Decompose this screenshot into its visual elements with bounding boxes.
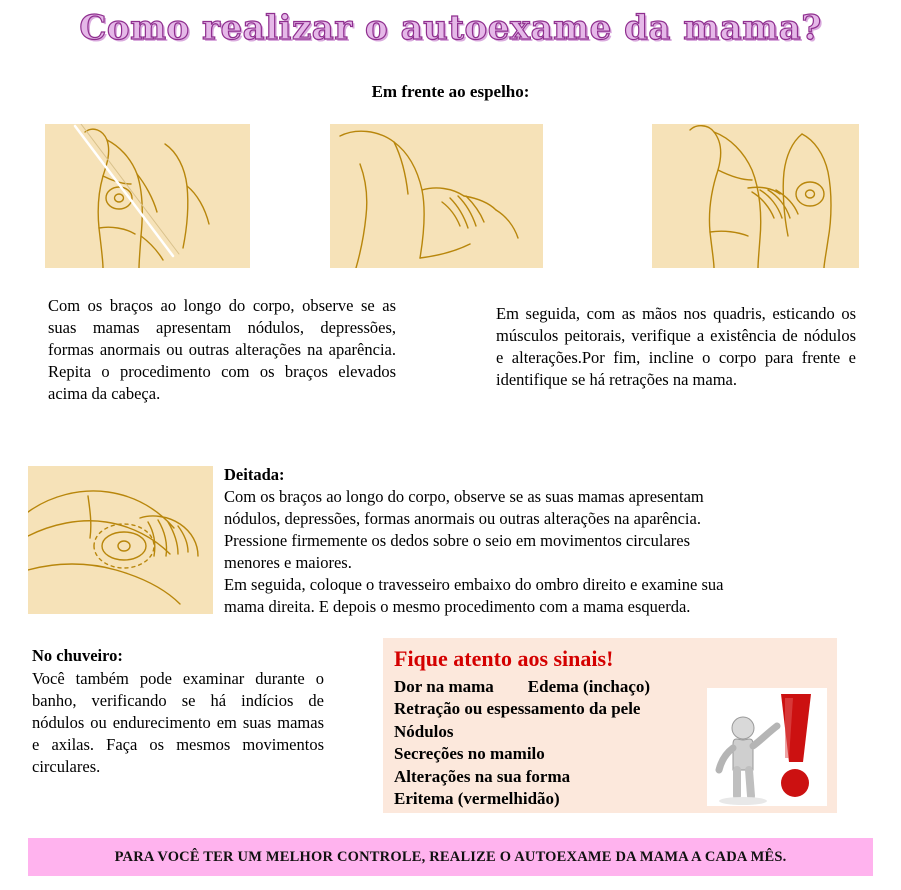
- warning-sign-5: Alterações na sua forma: [394, 766, 571, 786]
- lying-line-3: Pressione firmemente os dedos sobre o seio em movimentos circulares: [224, 530, 691, 550]
- warning-signs-title: Fique atento aos sinais!: [394, 646, 614, 671]
- warning-sign-4: Secreções no mamilo: [394, 744, 545, 764]
- paragraph-mirror-left: Com os braços ao longo do corpo, observe se as suas mamas apresentam nódulos, depressões, formas anormais ou outras alterações na aparência. Repita o procedimento com os braços elevados acima da cabeça.: [48, 296, 396, 404]
- footer-banner: [28, 838, 873, 876]
- lying-line-2: nódulos, depressões, formas anormais ou outras alterações na aparência.: [224, 508, 701, 528]
- page-title: Como realizar o autoexame da mama?: [79, 8, 822, 48]
- warning-signs-panel: [383, 638, 837, 813]
- lying-heading: Deitada:: [224, 465, 285, 484]
- lying-line-6: mama direita. E depois o mesmo procedimento com a mama esquerda.: [224, 596, 691, 616]
- paragraph-mirror-right: Em seguida, com as mãos nos quadris, esticando os músculos peitorais, verifique a existência de nódulos e alterações.Por fim, incline o corpo para frente e identifique se há retrações na mama.: [496, 304, 856, 390]
- warning-sign-1b: Edema (inchaço): [527, 677, 651, 696]
- footer-text: PARA VOCÊ TER UM MELHOR CONTROLE, REALIZE O AUTOEXAME DA MAMA A CADA MÊS.: [114, 848, 787, 865]
- shower-heading: No chuveiro:: [32, 646, 123, 665]
- warning-sign-6: Eritema (vermelhidão): [394, 789, 560, 809]
- warning-sign-1a: Dor na mama: [394, 677, 494, 696]
- lying-line-5: Em seguida, coloque o travesseiro embaixo do ombro direito e examine sua: [224, 574, 724, 594]
- lying-line-4: menores e maiores.: [224, 552, 352, 572]
- lying-section: [224, 464, 864, 618]
- shower-section: [32, 645, 324, 778]
- shower-body: Você também pode examinar durante o banho, verificando se há indícios de nódulos ou endurecimento em suas mamas e axilas. Faça os mesmos movimentos circulares.: [32, 668, 324, 776]
- figure-with-exclamation-mark-illustration: [707, 688, 827, 806]
- woman-hands-on-hips-illustration: [330, 124, 543, 268]
- lying-line-1: Com os braços ao longo do corpo, observe se as suas mamas apresentam: [224, 486, 704, 506]
- woman-arms-down-illustration: [45, 124, 250, 268]
- section-heading-mirror: Em frente ao espelho:: [371, 82, 530, 101]
- warning-sign-2: Retração ou espessamento da pele: [394, 699, 641, 719]
- warning-sign-3: Nódulos: [394, 721, 454, 741]
- woman-lying-down-illustration: [28, 466, 213, 614]
- woman-palpating-breast-illustration: [652, 124, 859, 268]
